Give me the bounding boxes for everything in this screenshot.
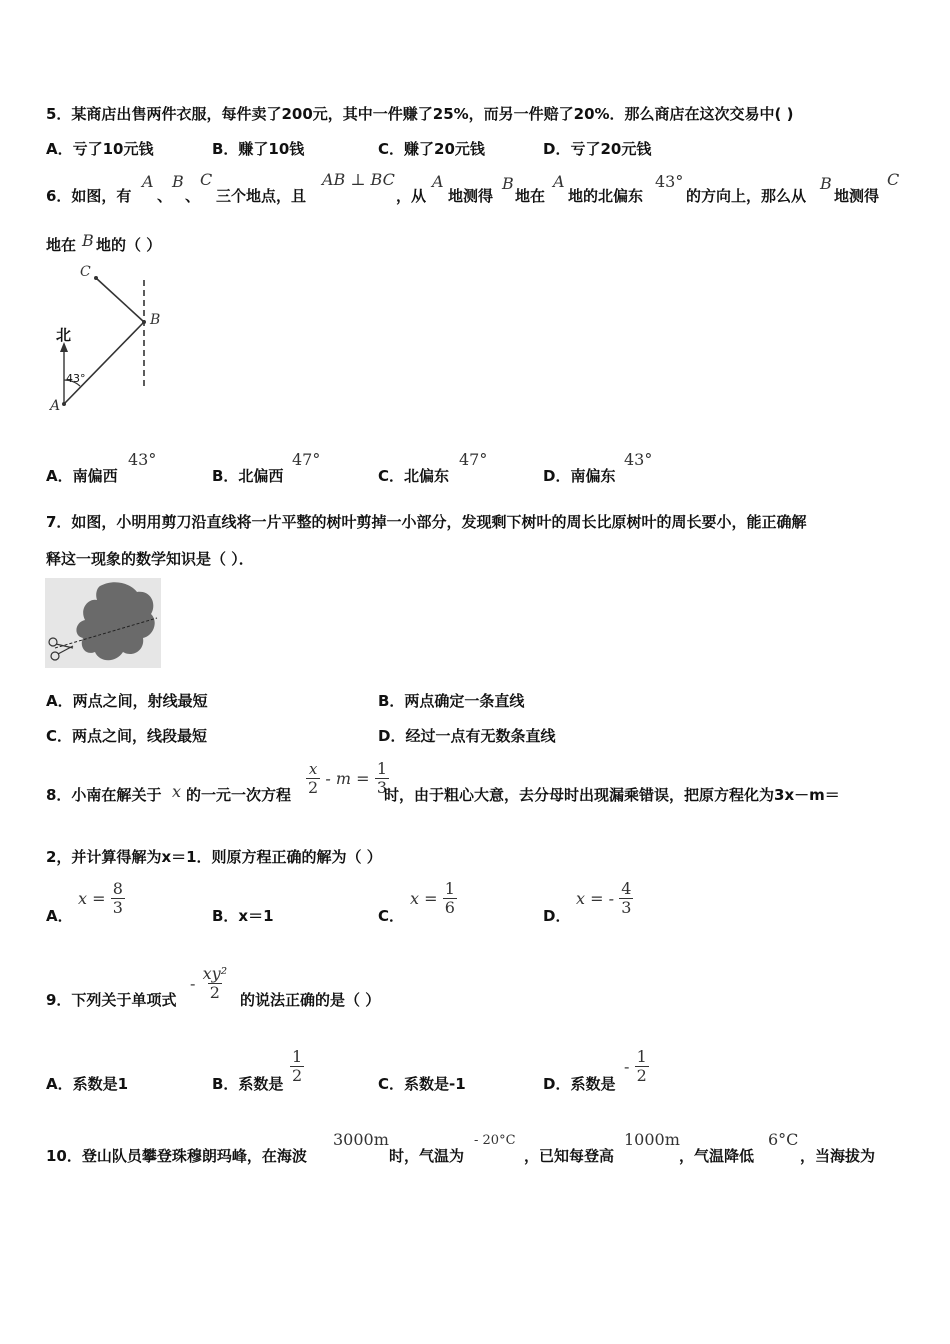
q9-option-b[interactable]: B．系数是 xyxy=(212,1075,284,1093)
q9-den: 2 xyxy=(209,983,220,1002)
segment-cb xyxy=(96,278,144,322)
q8-eq-frac-left xyxy=(306,760,320,797)
q8-option-a[interactable]: A． xyxy=(46,907,73,925)
q6-option-b-deg: 47° xyxy=(292,450,321,469)
q8-text-2: 的一元一次方程 xyxy=(186,786,292,804)
q7-option-d[interactable]: D．经过一点有无数条直线 xyxy=(378,727,556,745)
q6-line2-point-b: B xyxy=(82,231,94,250)
q8-c-frac xyxy=(443,880,457,917)
q7-line-1: 7．如图，小明用剪刀沿直线将一片平整的树叶剪掉一小部分，发现剩下树叶的周长比原树叶的周长要小，能正确解 xyxy=(46,513,807,531)
q6-perp: AB ⊥ BC xyxy=(322,170,395,189)
q8-line-2: 2，并计算得解为x＝1．则原方程正确的解为（ ） xyxy=(46,848,382,866)
q6-point-b-3: B xyxy=(820,174,832,193)
q9-option-c[interactable]: C．系数是-1 xyxy=(378,1075,466,1093)
q9-d-frac xyxy=(635,1048,649,1085)
q6-point-c: C xyxy=(200,170,213,189)
q6-option-a[interactable]: A．南偏西 xyxy=(46,467,118,485)
q6-text-1: 6．如图，有 xyxy=(46,187,132,205)
q8-a-frac xyxy=(111,880,125,917)
q7-leaf-figure xyxy=(45,578,161,668)
q6-figure-label-b: B xyxy=(150,312,161,328)
q9-d-num: 1 xyxy=(636,1047,647,1066)
q7-option-b[interactable]: B．两点确定一条直线 xyxy=(378,692,525,710)
q9-monomial xyxy=(190,965,229,1002)
q10-text-3: ，已知每登高 xyxy=(524,1147,615,1165)
q8-equation xyxy=(306,760,389,797)
q6-angle-43: 43° xyxy=(655,172,684,191)
q6-figure-angle: 43° xyxy=(66,372,86,385)
q6-text-5: 地在 xyxy=(515,187,546,205)
q6-line2-a: 地在 xyxy=(46,236,77,254)
q10-text-4: ，气温降低 xyxy=(679,1147,755,1165)
q9-b-frac xyxy=(290,1048,304,1085)
q9-text-1: 9．下列关于单项式 xyxy=(46,991,177,1009)
point-a-dot xyxy=(62,402,66,406)
q6-point-b: B xyxy=(172,172,184,191)
q7-line-2: 释这一现象的数学知识是（ ）． xyxy=(46,550,254,568)
q9-option-b-frac xyxy=(290,1048,304,1085)
q8-c-lhs: x = xyxy=(410,889,438,908)
q10-text-2: 时，气温为 xyxy=(389,1147,465,1165)
q8-a-num: 8 xyxy=(112,879,123,898)
q9-minus: - xyxy=(190,974,196,993)
q8-var-x: x xyxy=(172,782,182,801)
leaf-shape xyxy=(76,582,154,660)
q8-eq-mid: - m = xyxy=(325,769,370,788)
q8-d-den: 3 xyxy=(621,898,632,917)
q8-c-num: 1 xyxy=(444,879,455,898)
q6-text-2: 三个地点，且 xyxy=(216,187,307,205)
q6-option-b[interactable]: B．北偏西 xyxy=(212,467,284,485)
q5-option-d[interactable]: D．亏了20元钱 xyxy=(543,140,652,158)
q7-leaf-svg xyxy=(45,578,161,668)
q8-eq-den: 2 xyxy=(308,778,319,797)
q6-figure xyxy=(44,262,164,422)
q6-option-c-deg: 47° xyxy=(459,450,488,469)
q8-text-3: 时，由于粗心大意，去分母时出现漏乘错误，把原方程化为3x－m＝ xyxy=(384,786,840,804)
q6-sep-1: 、 xyxy=(157,187,173,205)
q5-option-b[interactable]: B．赚了10钱 xyxy=(212,140,305,158)
q9-d-minus: - xyxy=(624,1057,630,1076)
q9-frac xyxy=(201,965,229,1002)
q8-option-b[interactable]: B．x＝1 xyxy=(212,907,274,925)
q6-option-d-deg: 43° xyxy=(624,450,653,469)
point-b-dot xyxy=(142,320,146,324)
q10-temperature: - 20°C xyxy=(474,1133,516,1148)
q8-d-frac xyxy=(619,880,633,917)
q8-d-lhs: x = - xyxy=(576,889,615,908)
q6-option-a-deg: 43° xyxy=(128,450,157,469)
q6-point-b-2: B xyxy=(502,174,514,193)
q5-option-c[interactable]: C．赚了20元钱 xyxy=(378,140,485,158)
q7-option-a[interactable]: A．两点之间，射线最短 xyxy=(46,692,208,710)
q9-option-d-math xyxy=(624,1048,649,1085)
q9-option-d[interactable]: D．系数是 xyxy=(543,1075,616,1093)
q8-a-lhs: x = xyxy=(78,889,106,908)
point-c-dot xyxy=(94,276,98,280)
scissors-icon xyxy=(49,638,57,646)
q10-temp-drop: 6°C xyxy=(768,1130,799,1149)
q5-stem: 5．某商店出售两件衣服，每件卖了200元，其中一件赚了25%，而另一件赔了20%．那么商店在这次交易中( ) xyxy=(46,105,794,123)
q8-option-d-math xyxy=(576,880,633,917)
q6-option-c[interactable]: C．北偏东 xyxy=(378,467,450,485)
q6-sep-2: 、 xyxy=(185,187,201,205)
q10-text-5: ，当海拔为 xyxy=(800,1147,876,1165)
q8-c-den: 6 xyxy=(444,898,455,917)
q8-eq-num: x xyxy=(308,760,318,778)
q6-text-6: 地的北偏东 xyxy=(568,187,644,205)
scissors-handle-icon xyxy=(51,652,59,660)
q6-figure-label-c: C xyxy=(80,264,91,280)
q8-d-num: 4 xyxy=(621,879,632,898)
q9-b-num: 1 xyxy=(292,1047,303,1066)
q9-num: xy² xyxy=(202,964,228,983)
q9-b-den: 2 xyxy=(292,1066,303,1085)
scissors-blade-2 xyxy=(58,646,73,654)
q8-eq-rnum: 1 xyxy=(376,759,387,778)
q8-option-c-math xyxy=(410,880,457,917)
q6-option-d[interactable]: D．南偏东 xyxy=(543,467,616,485)
q7-option-c[interactable]: C．两点之间，线段最短 xyxy=(46,727,208,745)
q9-d-den: 2 xyxy=(636,1066,647,1085)
q6-line2-b: 地的（ ） xyxy=(96,236,162,254)
q8-a-den: 3 xyxy=(112,898,123,917)
q9-option-a[interactable]: A．系数是1 xyxy=(46,1075,129,1093)
q6-text-3: ，从 xyxy=(396,187,427,205)
q5-option-a[interactable]: A．亏了10元钱 xyxy=(46,140,154,158)
q8-option-d[interactable]: D． xyxy=(543,907,571,925)
q6-figure-label-a: A xyxy=(50,398,61,414)
q6-point-a: A xyxy=(142,172,154,191)
q6-text-4: 地测得 xyxy=(448,187,494,205)
q10-altitude-2: 1000m xyxy=(624,1130,680,1149)
q10-text-1: 10．登山队员攀登珠穆朗玛峰，在海波 xyxy=(46,1147,307,1165)
q6-figure-north: 北 xyxy=(56,326,72,344)
q8-text-1: 8．小南在解关于 xyxy=(46,786,162,804)
q6-point-a-2: A xyxy=(553,172,565,191)
q6-text-8: 地测得 xyxy=(834,187,880,205)
q6-point-c-2: C xyxy=(887,170,900,189)
segment-ba xyxy=(64,322,144,404)
q10-altitude-1: 3000m xyxy=(333,1130,389,1149)
q8-eq-rden: 3 xyxy=(376,778,387,797)
q6-text-7: 的方向上，那么从 xyxy=(686,187,807,205)
q8-option-a-math xyxy=(78,880,125,917)
q8-option-c[interactable]: C． xyxy=(378,907,405,925)
q9-text-2: 的说法正确的是（ ） xyxy=(240,991,381,1009)
q6-from-a: A xyxy=(432,172,444,191)
